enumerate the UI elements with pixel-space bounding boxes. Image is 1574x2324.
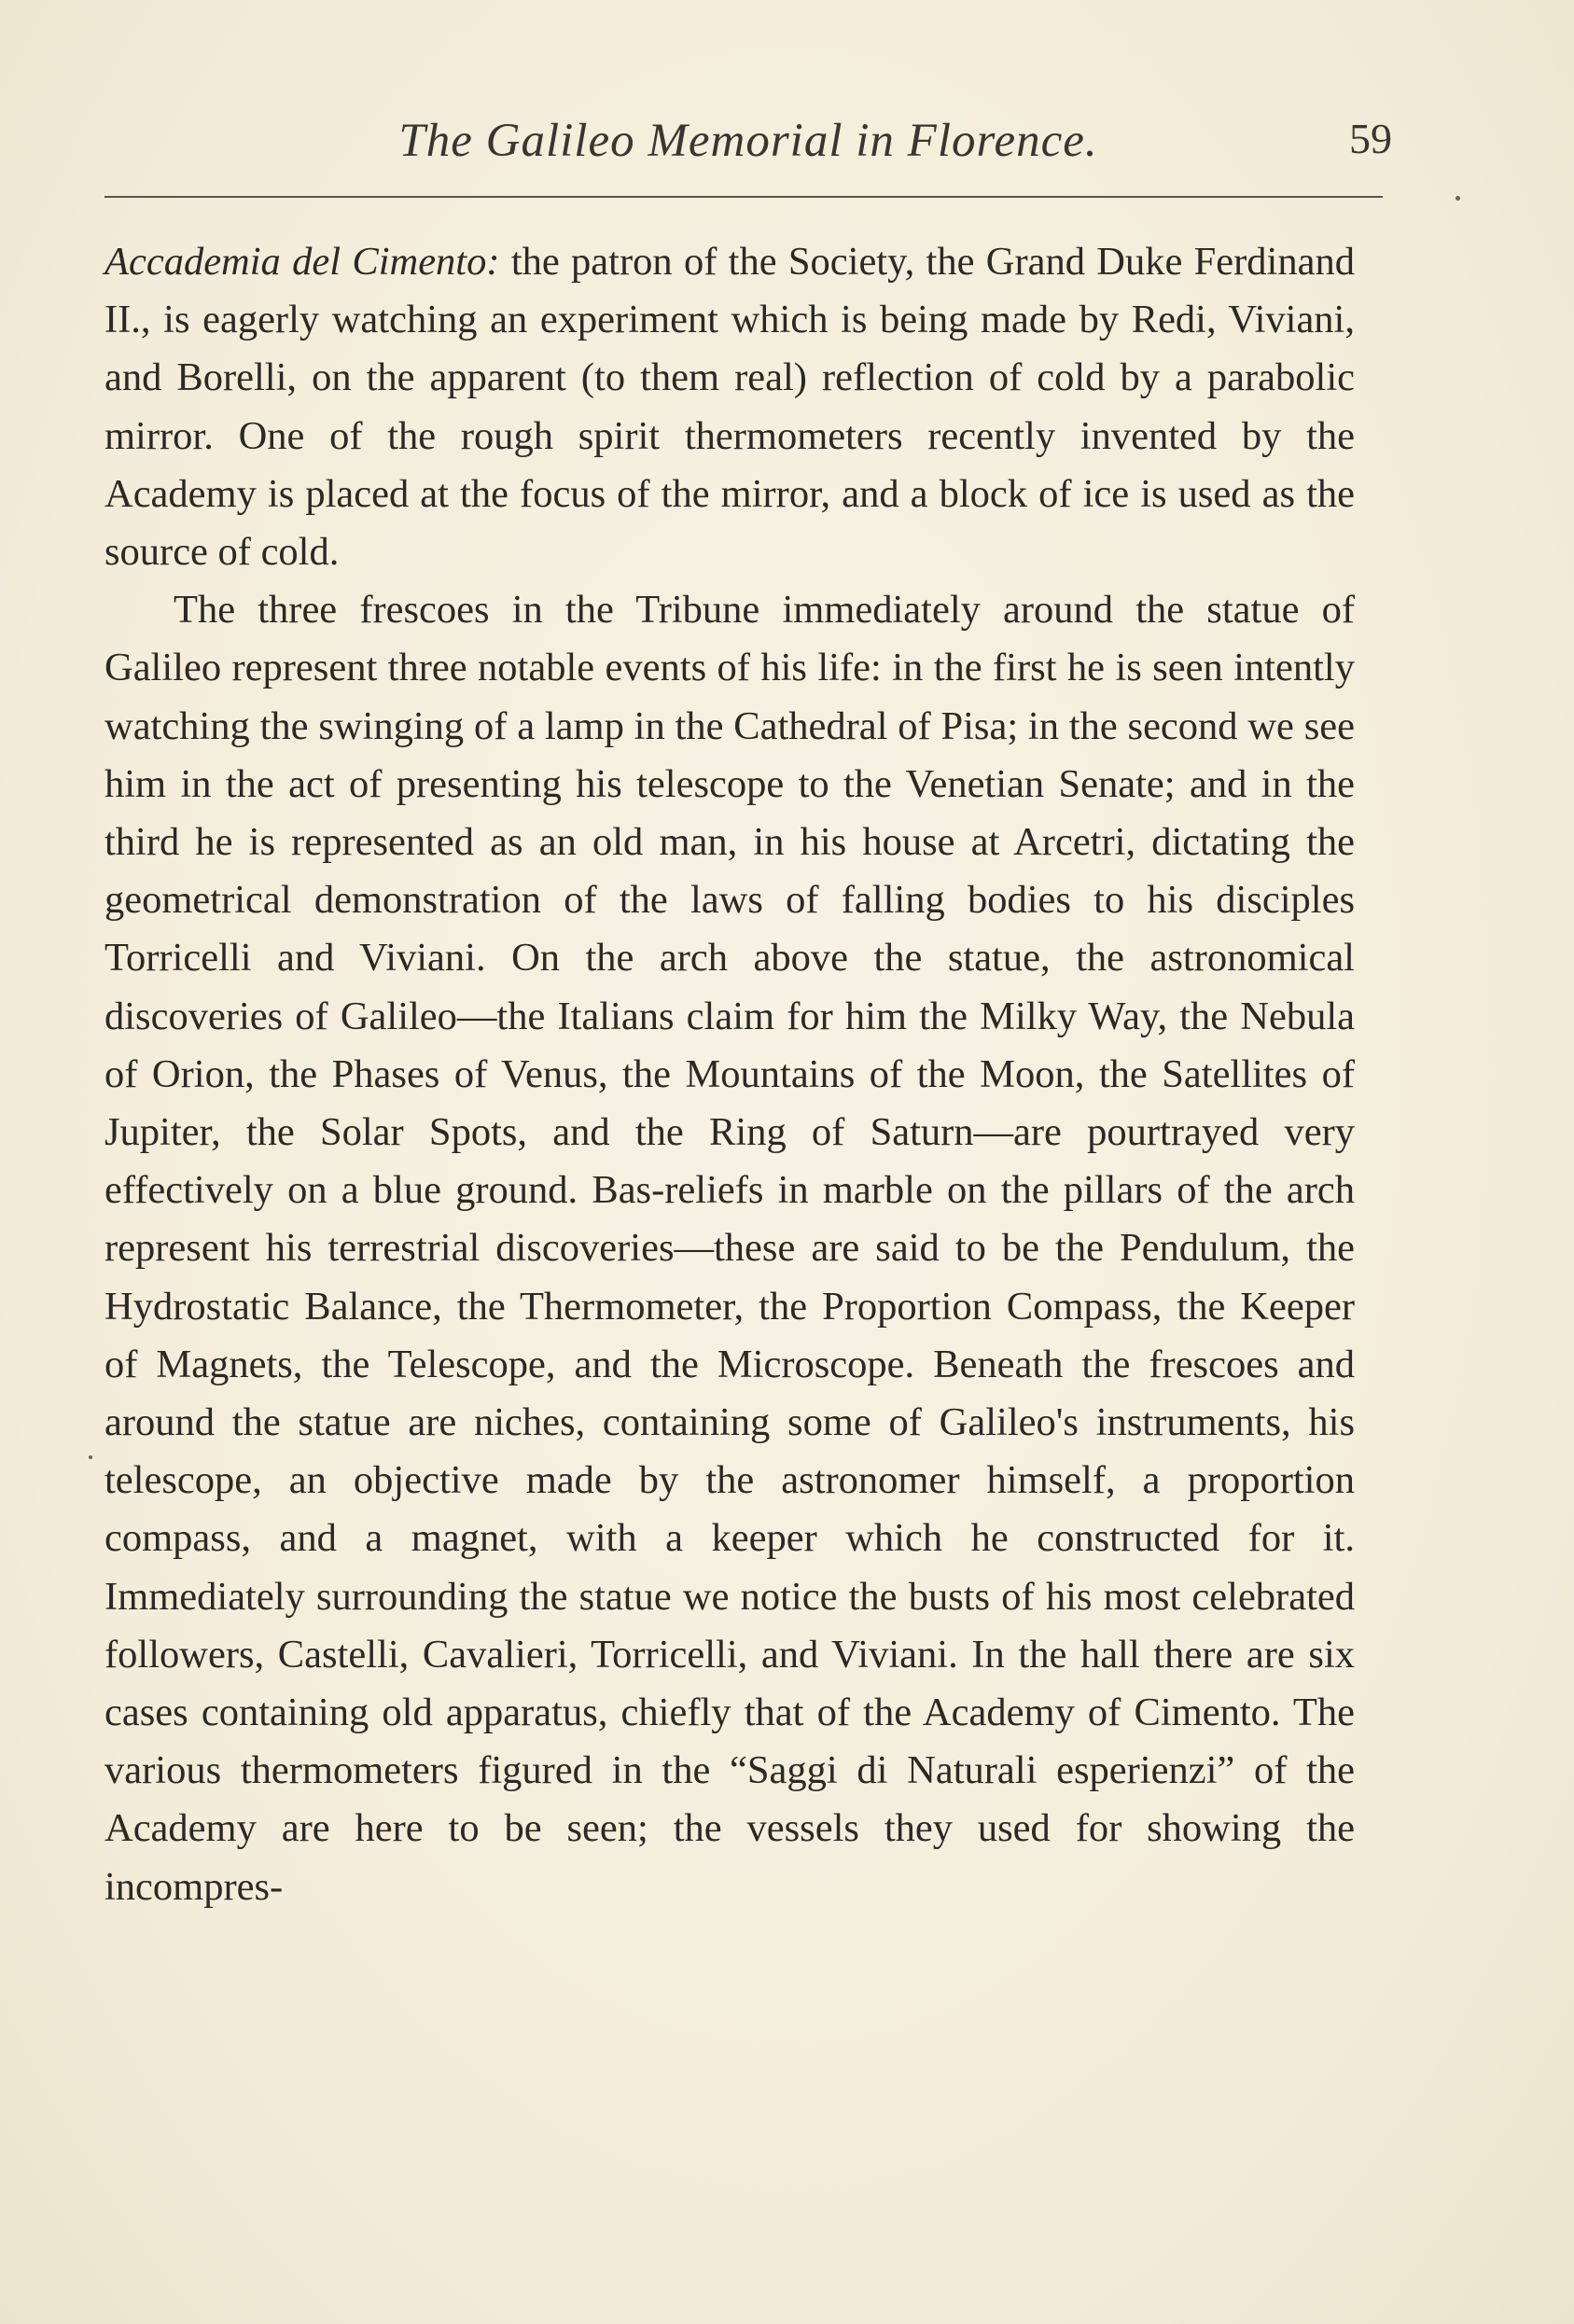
paragraph-1: [104, 233, 1355, 581]
body-text: [104, 233, 1355, 1916]
paragraph-1-text: the patron of the Society, the Grand Duke Ferdinand II., is eagerly watching an experiment which is being made by Redi, Viviani, and Borelli, on the apparent (to them real) reflection of cold by a parabolic mirror. One of the rough spirit thermometers recently invented by the Academy is placed at the focus of the mirror, and a block of ice is used as the source of cold.: [104, 240, 1355, 575]
paragraph-2: The three frescoes in the Tribune immediately around the statue of Galileo represent three notable events of his life: in the first he is seen intently watching the swinging of a lamp in the Cathedral of Pisa; in the second we see him in the act of presenting his telescope to the Venetian Senate; and in the third he is represented as an old man, in his house at Arcetri, dictating the geometrical demonstration of the laws of falling bodies to his disciples Torricelli and Viviani. On the arch above the statue, the astronomical discoveries of Galileo—the Italians claim for him the Milky Way, the Nebula of Orion, the Phases of Venus, the Mountains of the Moon, the Satellites of Jupiter, the Solar Spots, and the Ring of Saturn—are pourtrayed very effectively on a blue ground. Bas-reliefs in marble on the pillars of the arch represent his terrestrial discoveries—these are said to be the Pendulum, the Hydrostatic Balance, the Thermometer, the Proportion Compass, the Keeper of Magnets, the Telescope, and the Microscope. Beneath the frescoes and around the statue are niches, containing some of Galileo's instruments, his telescope, an objective made by the astronomer himself, a proportion compass, and a magnet, with a keeper which he constructed for it. Immediately surrounding the statue we notice the busts of his most celebrated followers, Castelli, Cavalieri, Torricelli, and Viviani. In the hall there are six cases containing old apparatus, chiefly that of the Academy of Cimento. The various thermometers figured in the “Saggi di Naturali esperienzi” of the Academy are here to be seen; the vessels they used for showing the incompres-: [104, 588, 1355, 1909]
running-title: The Galileo Memorial in Florence.: [398, 115, 1098, 167]
page-number: 59: [1349, 115, 1392, 162]
running-head: [104, 114, 1392, 179]
italic-lead: Accademia del Cimento:: [104, 240, 500, 284]
ink-speck: [1456, 196, 1460, 201]
header-rule: [104, 196, 1383, 198]
ink-speck: [89, 1455, 92, 1459]
